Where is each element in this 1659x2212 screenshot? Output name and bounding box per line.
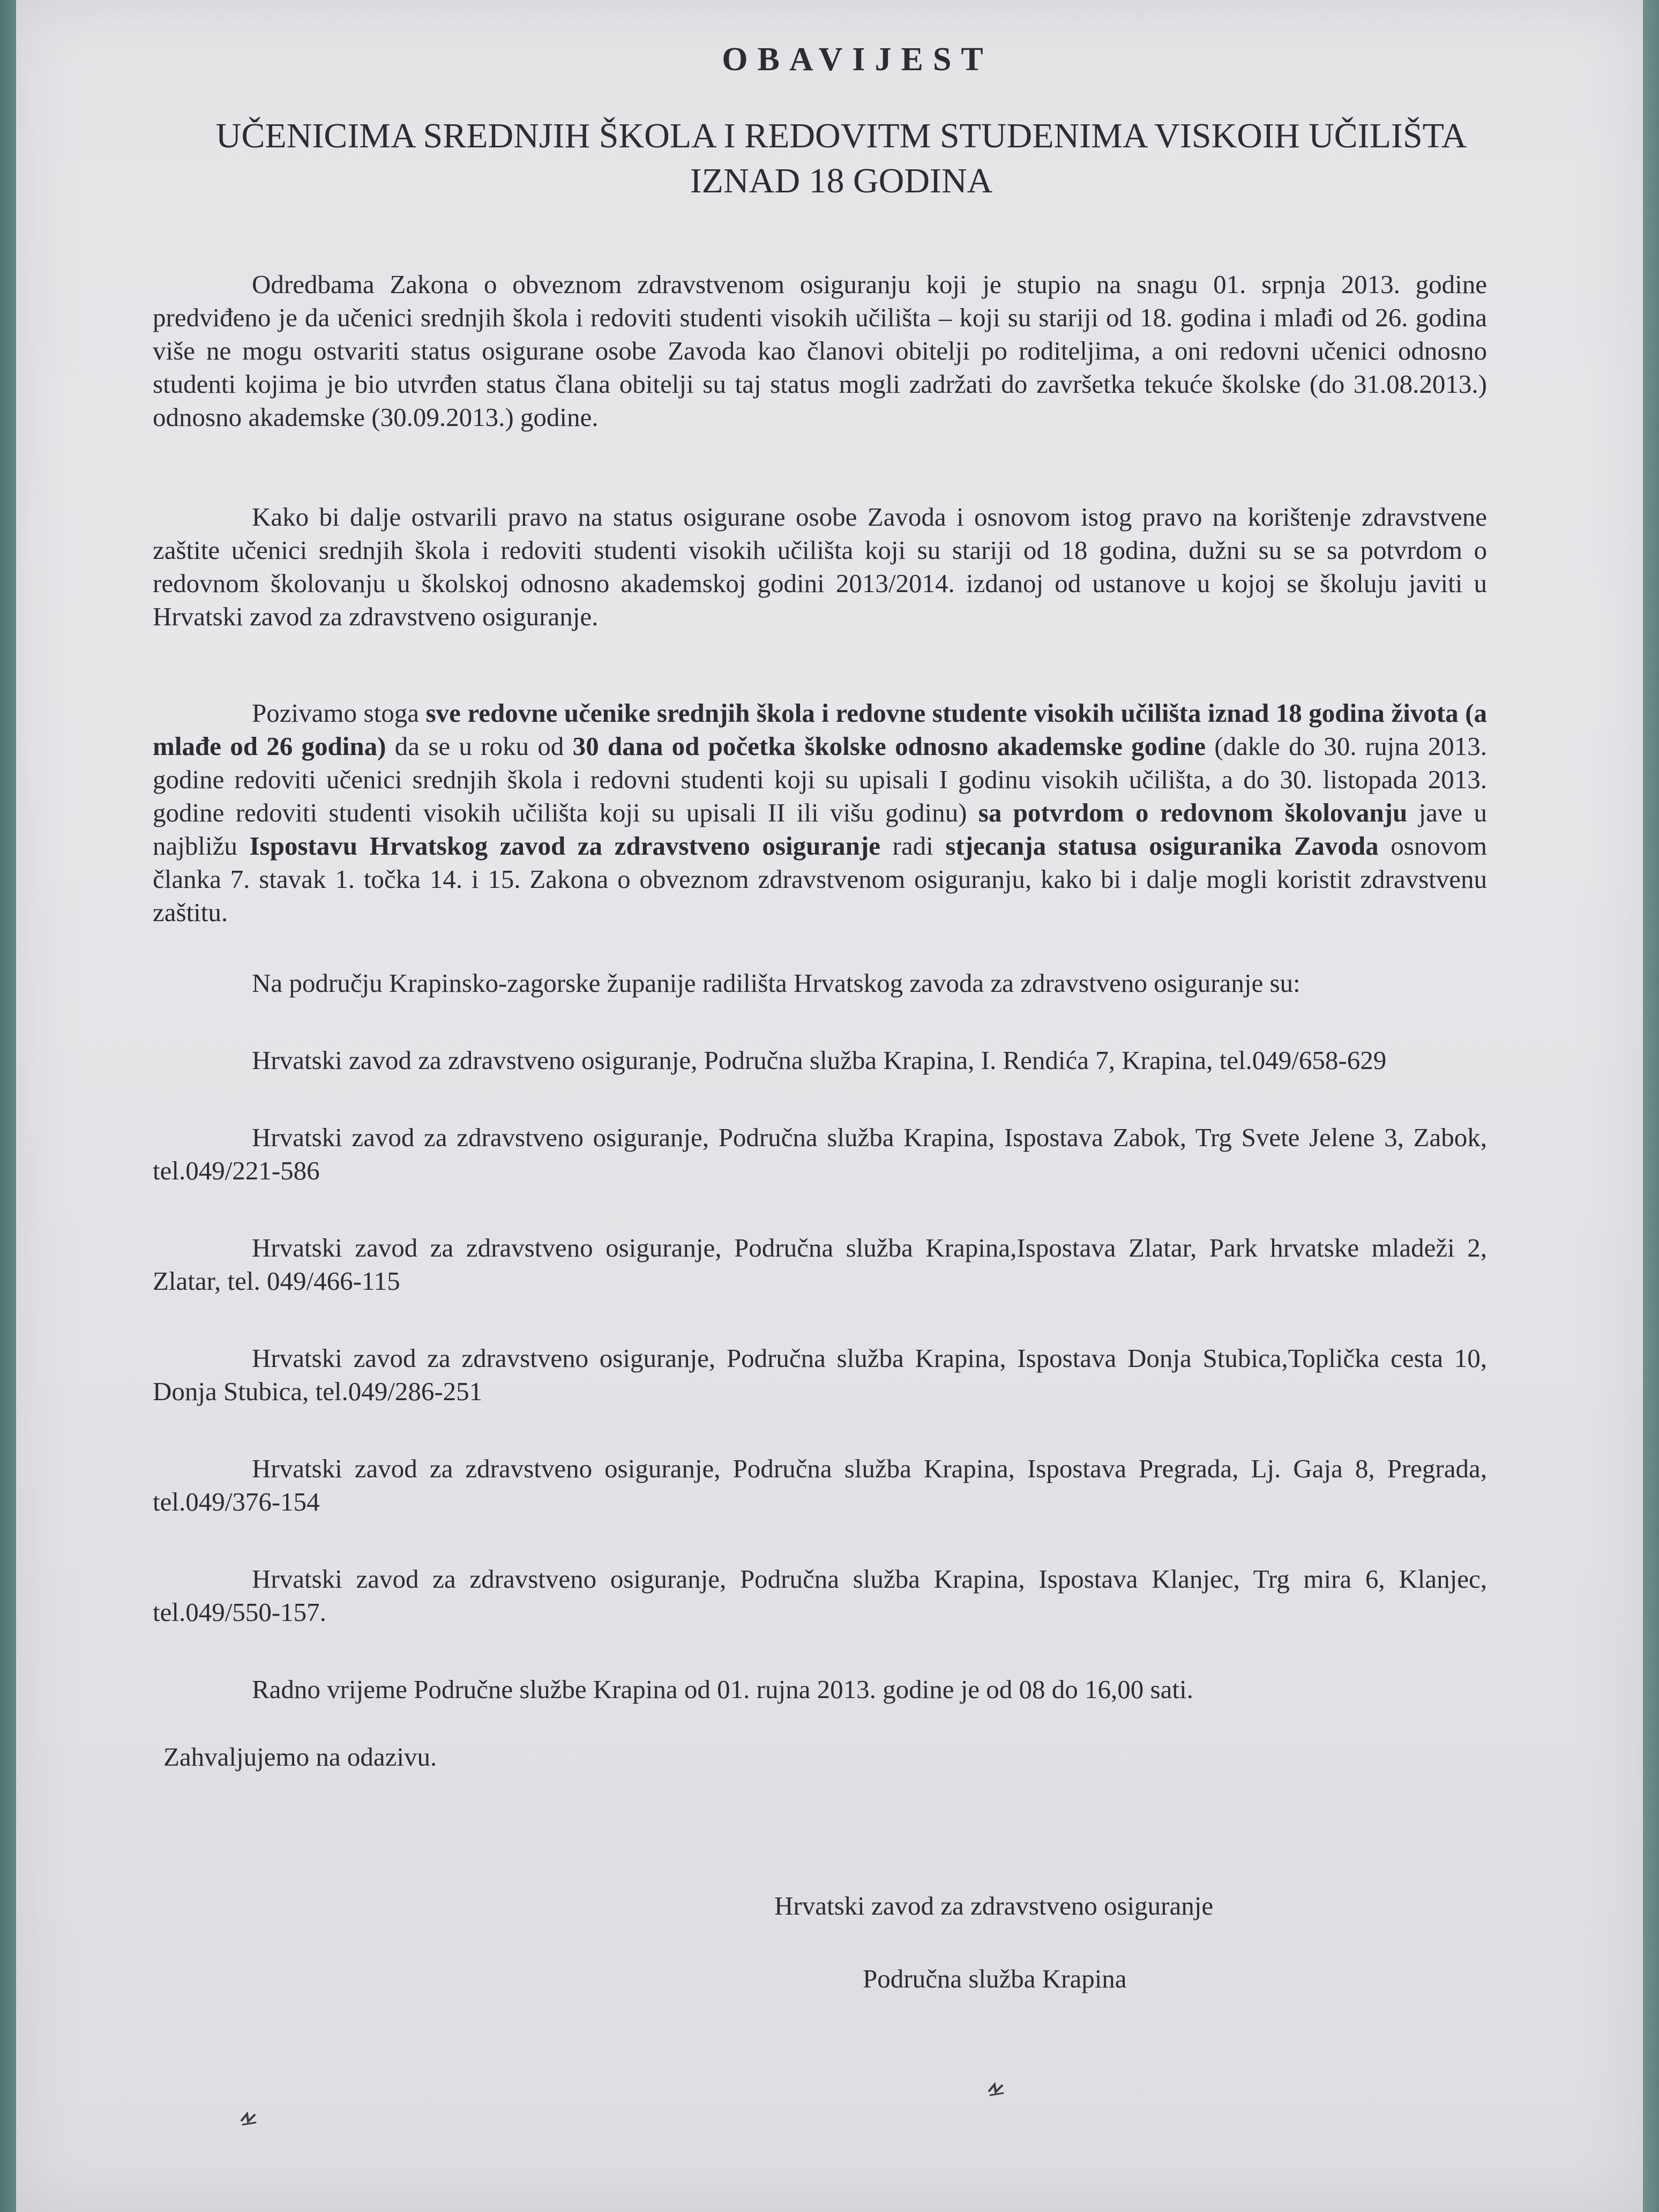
paragraph-1: Odredbama Zakona o obveznom zdravstvenom osiguranju koji je stupio na snagu 01. srpnja 2013. godine predviđeno je da učenici srednjih škola i redoviti studenti visokih učilišta – koji su stariji od 18. godina i mlađi od 26. godina više ne mogu ostvariti status osigurane osobe Zavoda kao članovi obitelji po roditeljima, a oni redovni učenici odnosno studenti kojima je bio utvrđen status člana obitelji su taj status mogli zadržati do završetka tekuće školske (do 31.08.2013.) odnosno akademske (30.09.2013.) godine. [153,270,1487,432]
document-heading: OBAVIJEST [722,41,993,78]
paragraph-3-bold-5: stjecanja statusa osiguranika Zavoda [945,831,1379,861]
working-hours: Radno vrijeme Područne službe Krapina od 01. rujna 2013. godine je od 08 do 16,00 sati. [252,1675,1193,1704]
paragraph-2: Kako bi dalje ostvarili pravo na status osigurane osobe Zavoda i osnovom istog pravo na korištenje zdravstvene zaštite učenici srednjih škola i redoviti studenti visokih učilišta koji su stariji od 18 godina, dužni su se sa potvrdom o redovnom školovanju u školskoj odnosno akademskoj godini 2013/2014. izdanoj od ustanove u kojoj se školuju javiti u Hrvatski zavod za zdravstveno osiguranje. [153,502,1487,631]
paragraph-3-bold-4: Ispostavu Hrvatskog zavod za zdravstveno osiguranje [249,831,880,861]
address-zlatar: Hrvatski zavod za zdravstveno osiguranje, Područna služba Krapina,Ispostava Zlatar, Park hrvatske mladeži 2, Zlatar, tel. 049/466-115 [153,1233,1487,1296]
paragraph-3-text-4: jave u najbližu [153,798,1487,861]
address-pregrada: Hrvatski zavod za zdravstveno osiguranje, Područna služba Krapina, Ispostava Pregrada, Lj. Gaja 8, Pregrada, tel.049/376-154 [153,1454,1487,1516]
paragraph-3-text-2: da se u roku od [386,731,573,761]
paragraph-3-bold-3: sa potvrdom o redovnom školovanju [978,798,1408,827]
paragraph-3-text-1: Pozivamo stoga [252,698,426,728]
paragraph-3-text-6: osnovom članka 7. stavak 1. točka 14. i 15. Zakona o obveznom zdravstvenom osiguranju, kako bi i dalje mogli koristit zdravstvenu zaštitu. [153,831,1487,927]
handwritten-mark-icon [238,2109,260,2127]
paragraph-3-bold-2: 30 dana od početka školske odnosno akademske godine [572,731,1206,761]
paragraph-3-bold-1: sve redovne učenike srednjih škola i redovne studente visokih učilišta iznad 18 godina života (a mlađe od 26 godina) [153,698,1487,761]
paragraph-3-text-3: (dakle do 30. rujna 2013. godine redoviti učenici srednjih škola i redovni studenti koji su upisali I godinu visokih učilišta, a do 30. listopada 2013. godine redoviti studenti visokih učilišta koji su upisali II ili višu godinu) [153,731,1487,827]
handwritten-mark-icon [986,2079,1007,2097]
signature-institution: Hrvatski zavod za zdravstveno osiguranje [774,1891,1214,1920]
paragraph-4: Na području Krapinsko-zagorske županije radilišta Hrvatskog zavoda za zdravstveno osiguranje su: [252,968,1301,998]
closing-thanks: Zahvaljujemo na odazivu. [163,1742,437,1772]
paragraph-3-text-5: radi [880,831,946,861]
signature-office: Područna služba Krapina [863,1964,1127,1993]
address-krapina: Hrvatski zavod za zdravstveno osiguranje, Područna služba Krapina, I. Rendića 7, Krapina, tel.049/658-629 [252,1045,1387,1075]
paragraph-3 [153,697,1487,929]
address-zabok: Hrvatski zavod za zdravstveno osiguranje, Područna služba Krapina, Ispostava Zabok, Trg Svete Jelene 3, Zabok, tel.049/221-586 [153,1123,1487,1185]
document-title: UČENICIMA SREDNJIH ŠKOLA I REDOVITM STUDENIMA VISKOIH UČILIŠTA IZNAD 18 GODINA [215,116,1467,200]
document-body [153,32,1487,1774]
address-donja-stubica: Hrvatski zavod za zdravstveno osiguranje, Područna služba Krapina, Ispostava Donja Stubica,Toplička cesta 10, Donja Stubica, tel.049/286-251 [153,1343,1487,1406]
address-klanjec: Hrvatski zavod za zdravstveno osiguranje, Područna služba Krapina, Ispostava Klanjec, Trg mira 6, Klanjec, tel.049/550-157. [153,1564,1487,1627]
